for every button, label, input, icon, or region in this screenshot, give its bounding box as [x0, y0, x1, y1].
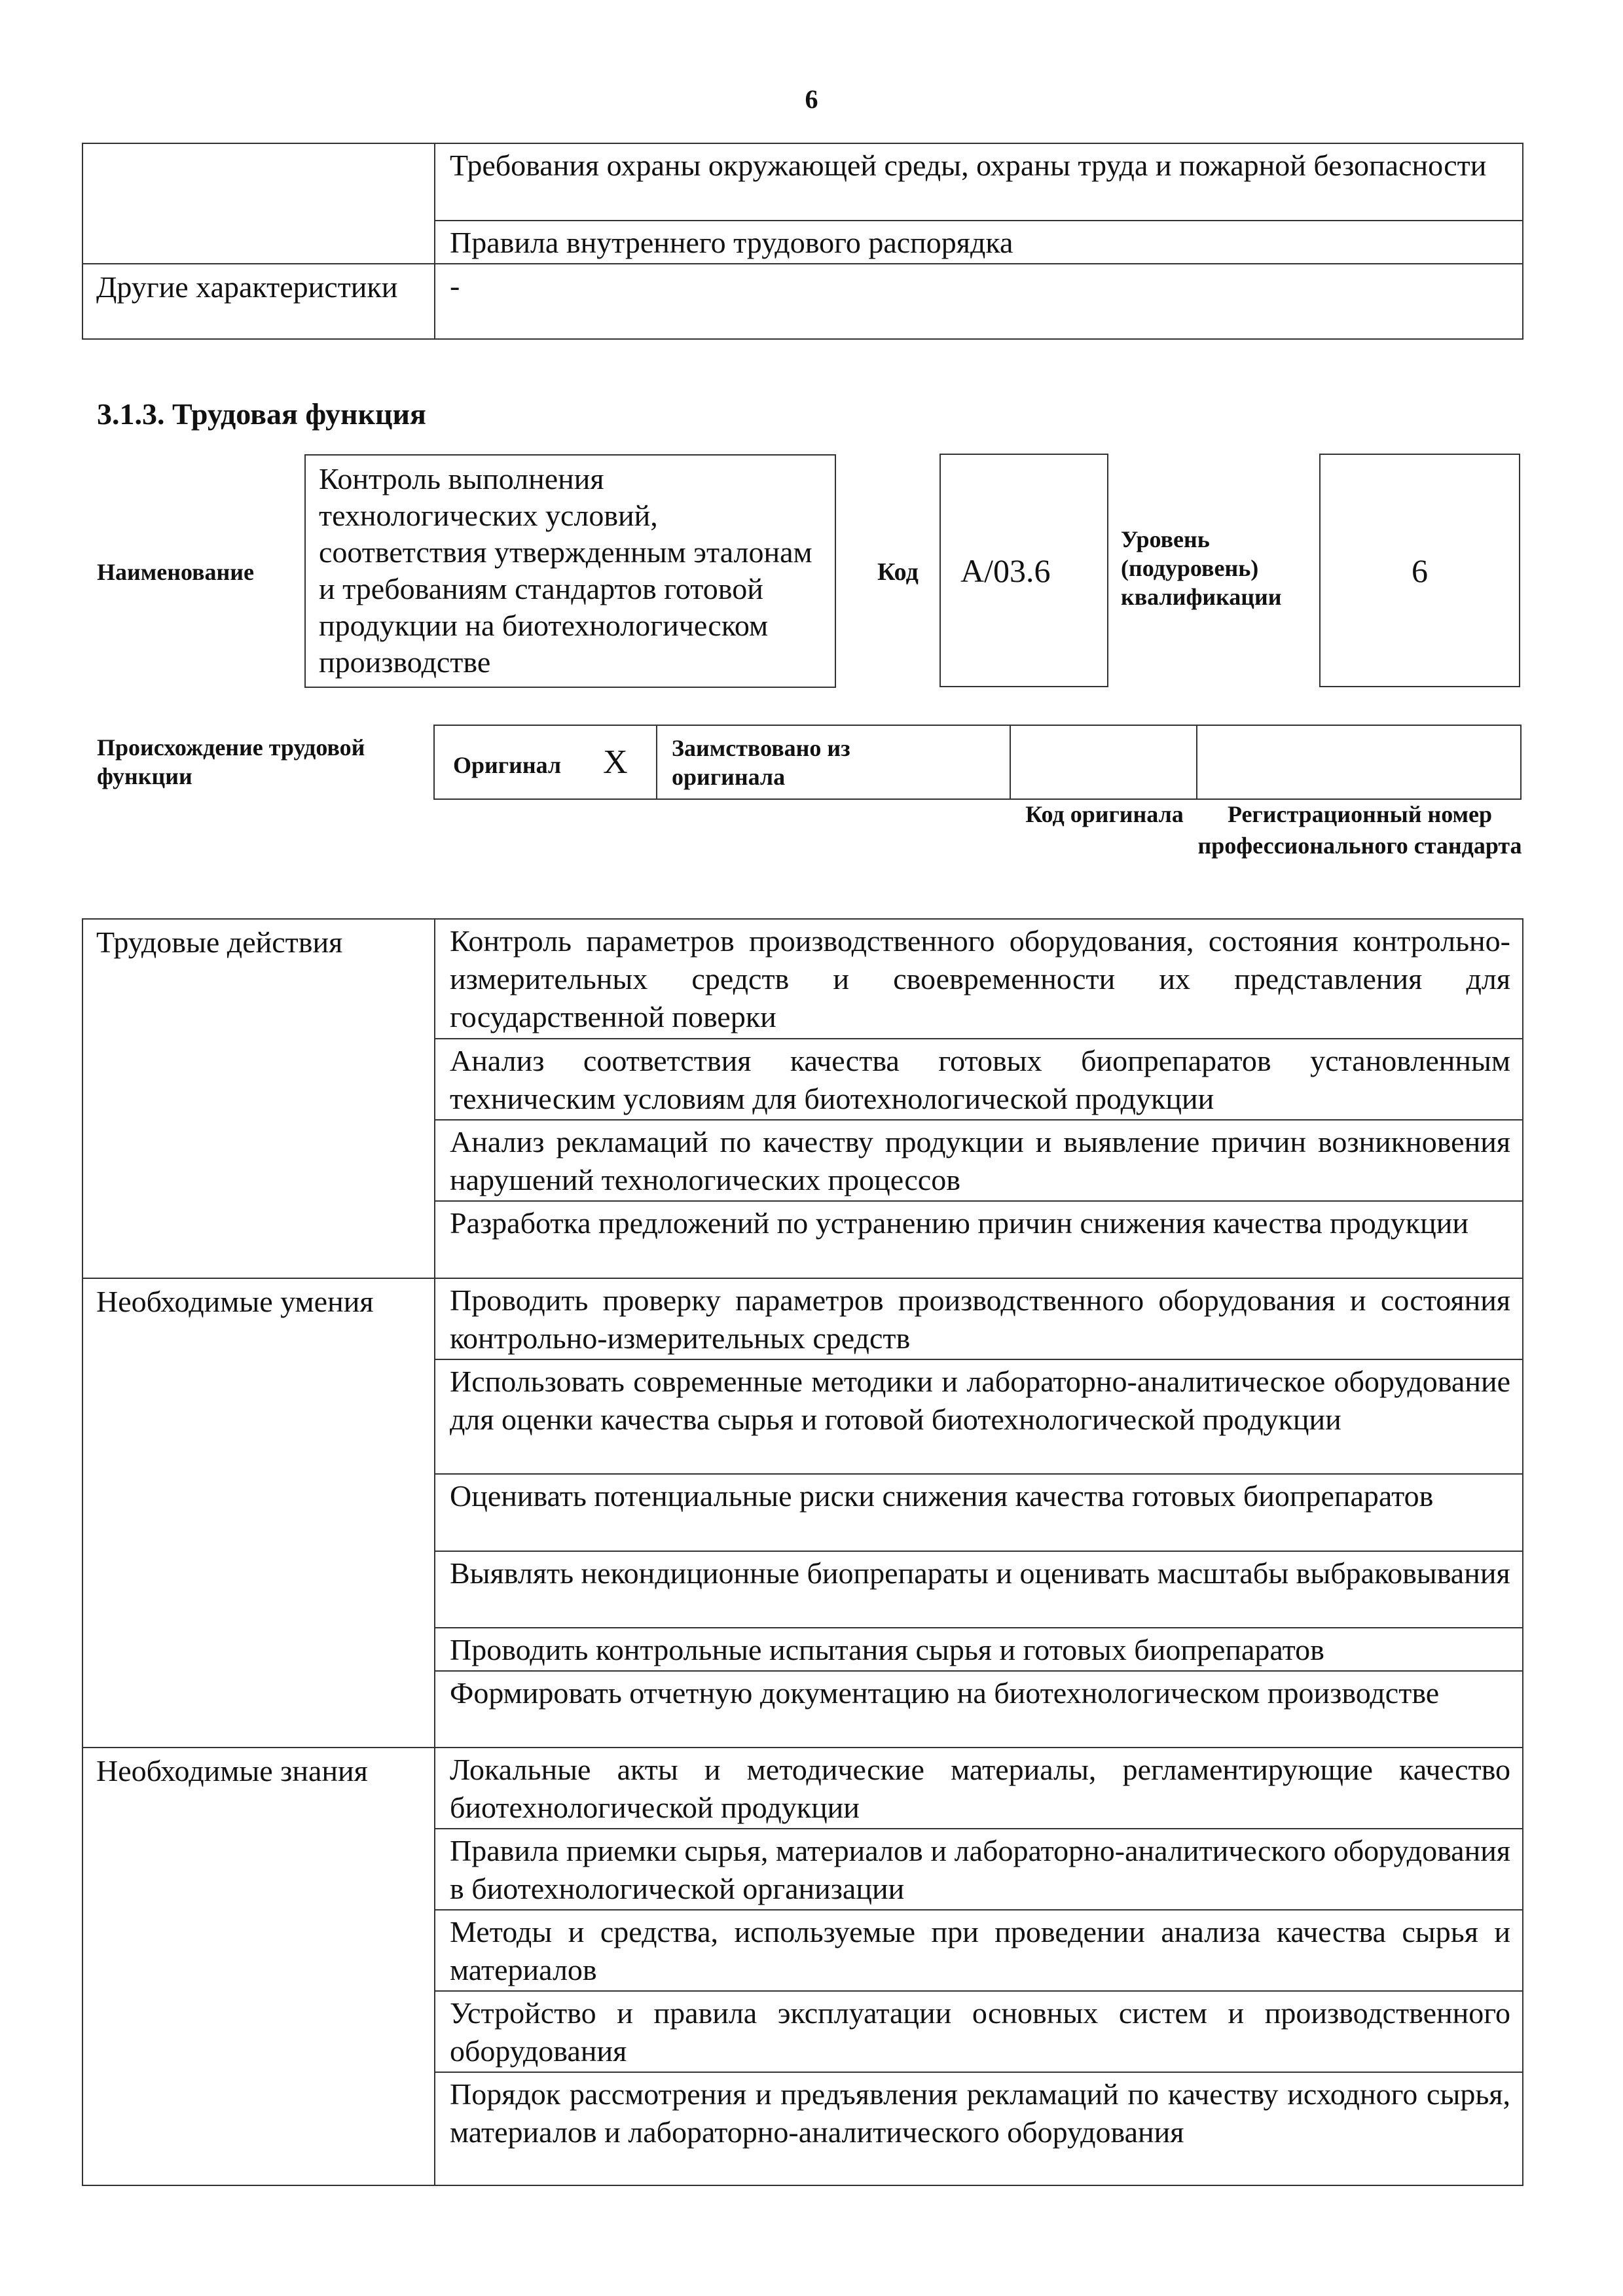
table-cell: Оценивать потенциальные риски снижения качества готовых биопрепаратов — [435, 1474, 1523, 1551]
origin-table — [433, 725, 1522, 800]
main-table — [82, 918, 1523, 2186]
origin-code-cell — [1010, 725, 1197, 799]
top-table-label-empty — [82, 143, 435, 264]
section-heading: 3.1.3. Трудовая функция — [97, 397, 426, 431]
origin-code-caption: Код оригинала — [1025, 801, 1184, 827]
level-label: Уровень (подуровень) квалификации — [1121, 526, 1282, 610]
table-cell: Формировать отчетную документацию на биотехнологическом производстве — [435, 1671, 1523, 1748]
top-table-cell: - — [435, 264, 1523, 339]
table-cell: Методы и средства, используемые при проведении анализа качества сырья и материалов — [435, 1910, 1523, 1991]
page-number: 6 — [805, 84, 818, 114]
level-value-box: 6 — [1319, 454, 1520, 687]
top-table-label: Другие характеристики — [82, 264, 435, 339]
table-cell: Правила приемки сырья, материалов и лабораторно-аналитического оборудования в биотехнологической организации — [435, 1829, 1523, 1910]
group-label-skills: Необходимые умения — [82, 1278, 435, 1748]
table-cell: Проводить проверку параметров производственного оборудования и состояния контрольно-измерительных средств — [435, 1278, 1523, 1359]
origin-reg-caption: Регистрационный номер профессионального стандарта — [1197, 801, 1522, 859]
top-table-cell: Требования охраны окружающей среды, охраны труда и пожарной безопасности — [435, 143, 1523, 221]
table-cell: Анализ рекламаций по качеству продукции и выявление причин возникновения нарушений технологических процессов — [435, 1120, 1523, 1201]
origin-original-mark: X — [603, 744, 628, 781]
table-cell: Контроль параметров производственного оборудования, состояния контрольно-измерительных средств и своевременности их представления для государственной поверки — [435, 919, 1523, 1039]
table-cell: Разработка предложений по устранению причин снижения качества продукции — [435, 1201, 1523, 1278]
origin-original-cell — [434, 725, 657, 799]
table-cell: Проводить контрольные испытания сырья и готовых биопрепаратов — [435, 1628, 1523, 1671]
group-label-actions: Трудовые действия — [82, 919, 435, 1278]
group-label-knowledge: Необходимые знания — [82, 1748, 435, 2185]
code-label: Код — [877, 558, 919, 586]
table-cell: Порядок рассмотрения и предъявления рекламаций по качеству исходного сырья, материалов и лабораторно-аналитического оборудования — [435, 2072, 1523, 2185]
name-value-box: Контроль выполнения технологических условий, соответствия утвержденным эталонам и требованиям стандартов готовой продукции на биотехнологическом производстве — [304, 454, 836, 688]
top-table-cell: Правила внутреннего трудового распорядка — [435, 221, 1523, 264]
table-cell: Использовать современные методики и лабораторно-аналитическое оборудование для оценки качества сырья и готовой биотехнологической продукции — [435, 1359, 1523, 1474]
top-table — [82, 143, 1523, 340]
origin-reg-cell — [1197, 725, 1521, 799]
code-value-box: А/03.6 — [939, 454, 1108, 687]
origin-original-label: Оригинал — [453, 752, 562, 778]
name-label: Наименование — [97, 559, 254, 585]
table-cell: Устройство и правила эксплуатации основных систем и производственного оборудования — [435, 1991, 1523, 2072]
origin-label: Происхождение трудовой функции — [97, 734, 365, 789]
table-cell: Анализ соответствия качества готовых биопрепаратов установленным техническим условиям для биотехнологической продукции — [435, 1039, 1523, 1120]
table-cell: Локальные акты и методические материалы, регламентирующие качество биотехнологической продукции — [435, 1748, 1523, 1829]
origin-borrowed-cell: Заимствовано из оригинала — [657, 725, 1010, 799]
table-cell: Выявлять некондиционные биопрепараты и оценивать масштабы выбраковывания — [435, 1551, 1523, 1628]
